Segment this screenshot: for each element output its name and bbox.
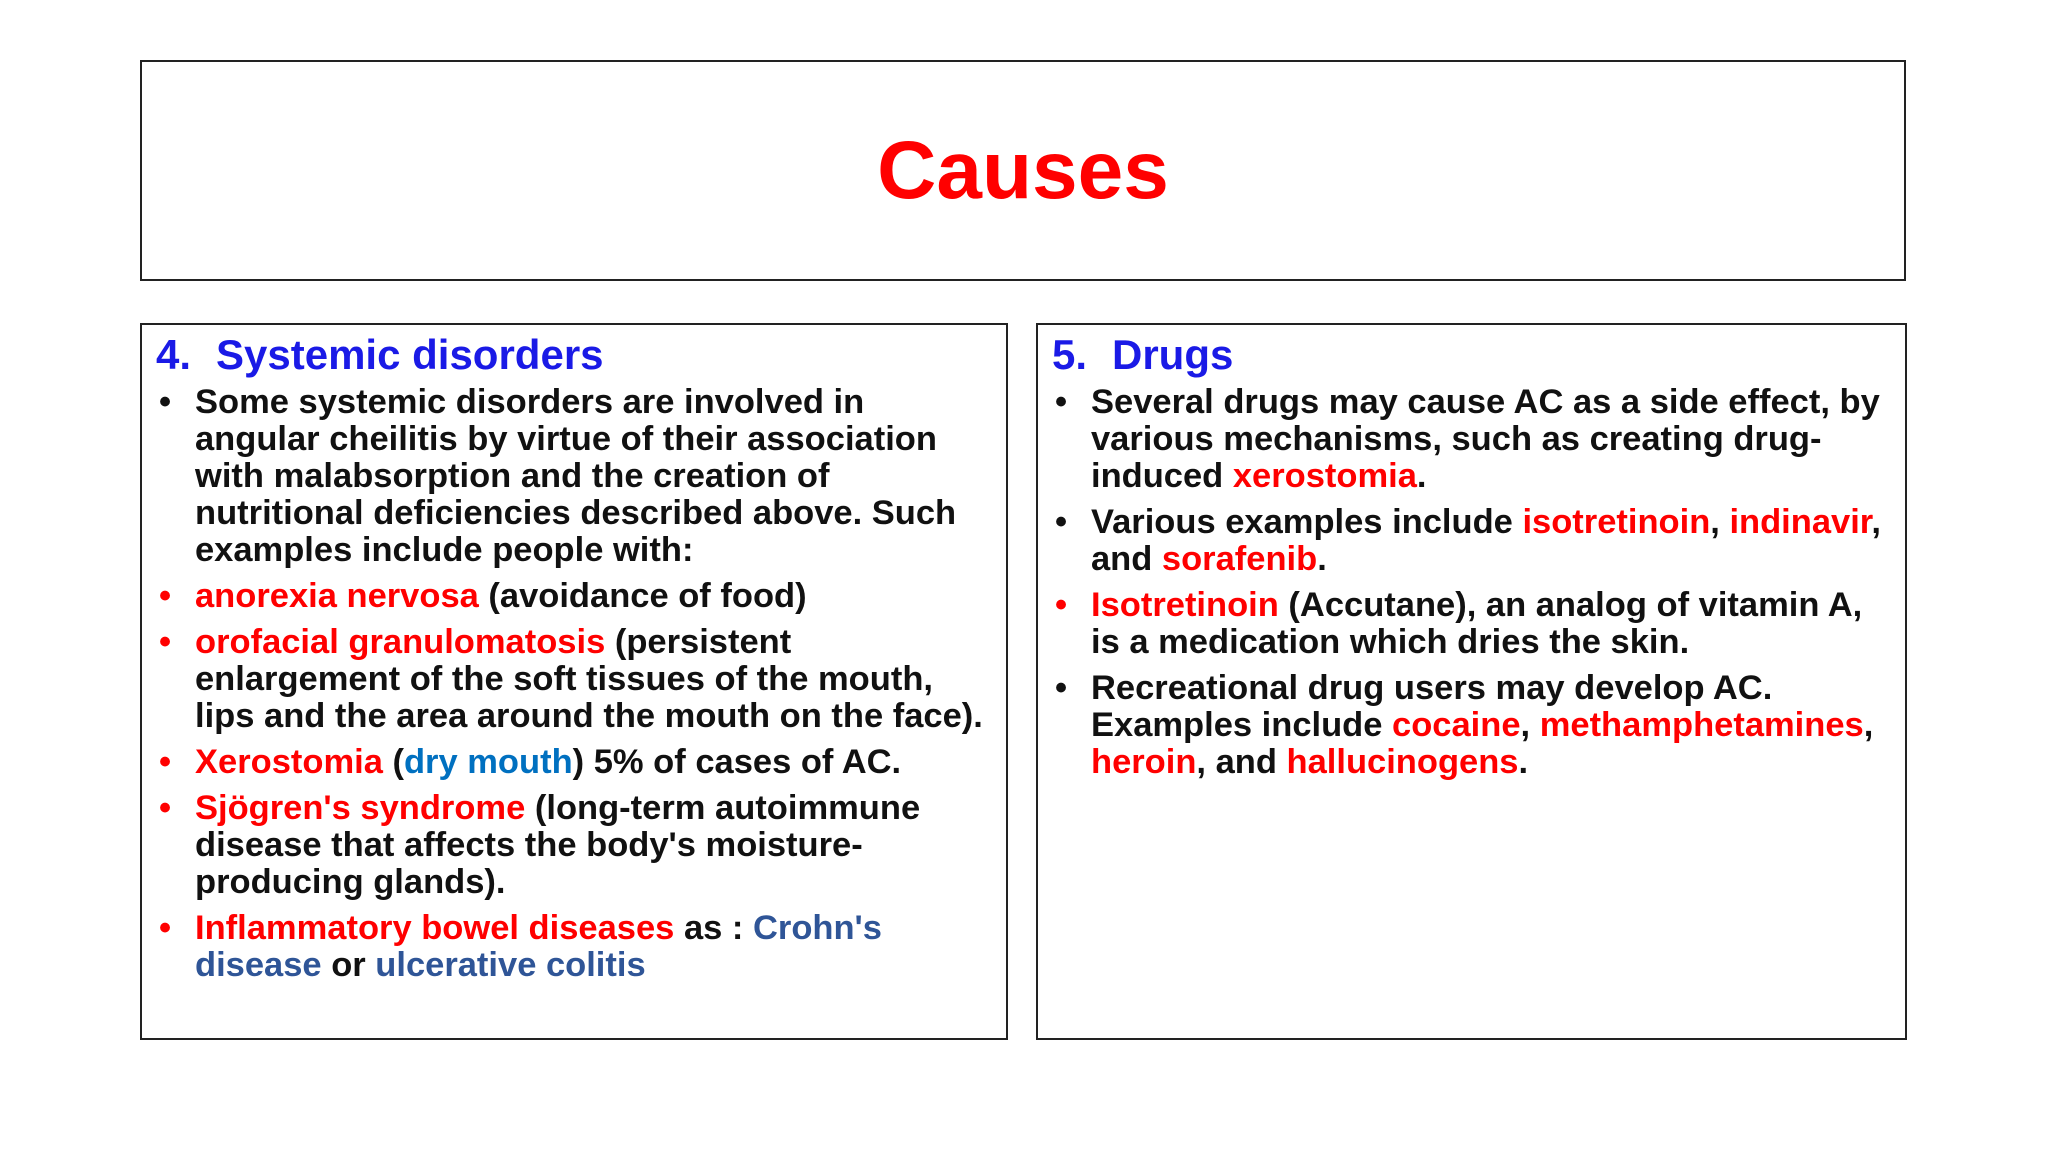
- text-segment: indinavir: [1729, 502, 1872, 541]
- list-item: [156, 578, 992, 615]
- bullet-list: [1052, 384, 1891, 781]
- list-item: [1052, 587, 1891, 661]
- text-segment: (Accutane), an analog of vitamin A, is a medication which dries the skin.: [1091, 585, 1863, 661]
- text-segment: Inflammatory bowel diseases: [195, 908, 675, 947]
- text-segment: ) 5% of cases of AC.: [572, 742, 902, 781]
- bullet-icon: •: [159, 908, 172, 947]
- bullet-icon: •: [1055, 585, 1068, 624]
- text-segment: Several drugs may cause AC as a side effect, by various mechanisms, such as creating drug-induced: [1091, 382, 1880, 495]
- drugs-panel: [1036, 323, 1907, 1040]
- text-segment: heroin: [1091, 742, 1197, 781]
- bullet-icon: •: [159, 382, 172, 421]
- text-segment: as :: [674, 908, 753, 947]
- text-segment: ,: [1520, 705, 1540, 744]
- text-segment: Some systemic disorders are involved in angular cheilitis by virtue of their association with malabsorption and the creation of nutritional deficiencies described above. Such examples include people with:: [195, 382, 957, 569]
- text-segment: cocaine: [1392, 705, 1521, 744]
- text-segment: .: [1317, 539, 1327, 578]
- list-item: [156, 744, 992, 781]
- list-item: [1052, 384, 1891, 495]
- text-segment: or: [321, 945, 376, 984]
- bullet-icon: •: [1055, 668, 1068, 707]
- section-title: Systemic disorders: [216, 331, 604, 378]
- bullet-icon: •: [1055, 502, 1068, 541]
- bullet-icon: •: [159, 622, 172, 661]
- list-item: [156, 624, 992, 735]
- slide-title: Causes: [877, 124, 1169, 216]
- section-heading: [1052, 331, 1891, 380]
- text-segment: orofacial granulomatosis: [195, 622, 606, 661]
- text-segment: dry mouth: [403, 742, 573, 781]
- bullet-icon: •: [1055, 382, 1068, 421]
- text-segment: Various examples include: [1091, 502, 1523, 541]
- text-segment: (avoidance of food): [478, 576, 807, 615]
- section-number: 5.: [1052, 331, 1088, 378]
- text-segment: Crohn's disease: [195, 908, 882, 984]
- text-segment: (persistent enlargement of the soft tissues of the mouth, lips and the area around the mouth on the face).: [195, 622, 983, 735]
- text-segment: sorafenib: [1161, 539, 1318, 578]
- systemic-disorders-panel: [140, 323, 1008, 1040]
- text-segment: Recreational drug users may develop AC. Examples include: [1091, 668, 1773, 744]
- text-segment: .: [1416, 456, 1427, 495]
- list-item: [1052, 504, 1891, 578]
- text-segment: isotretinoin: [1522, 502, 1711, 541]
- bullet-list: [156, 384, 992, 984]
- text-segment: (: [382, 742, 404, 781]
- text-segment: methamphetamines: [1539, 705, 1864, 744]
- text-segment: ,: [1863, 705, 1874, 744]
- text-segment: Sjögren's syndrome: [195, 788, 526, 827]
- text-segment: hallucinogens: [1286, 742, 1519, 781]
- list-item: [1052, 670, 1891, 781]
- list-item: [156, 910, 992, 984]
- text-segment: xerostomia: [1232, 456, 1417, 495]
- section-title: Drugs: [1112, 331, 1234, 378]
- section-number: 4.: [156, 331, 192, 378]
- text-segment: .: [1518, 742, 1529, 781]
- bullet-icon: •: [159, 788, 172, 827]
- text-segment: Xerostomia: [195, 742, 383, 781]
- bullet-icon: •: [159, 576, 172, 615]
- section-heading: [156, 331, 992, 380]
- list-item: [156, 384, 992, 569]
- text-segment: (long-term autoimmune disease that affects the body's moisture-producing glands).: [195, 788, 921, 901]
- bullet-icon: •: [159, 742, 172, 781]
- text-segment: ulcerative colitis: [375, 945, 646, 984]
- text-segment: Isotretinoin: [1091, 585, 1279, 624]
- text-segment: , and: [1196, 742, 1287, 781]
- title-box: [140, 60, 1906, 281]
- text-segment: ,: [1710, 502, 1730, 541]
- list-item: [156, 790, 992, 901]
- text-segment: , and: [1091, 502, 1881, 578]
- text-segment: anorexia nervosa: [195, 576, 479, 615]
